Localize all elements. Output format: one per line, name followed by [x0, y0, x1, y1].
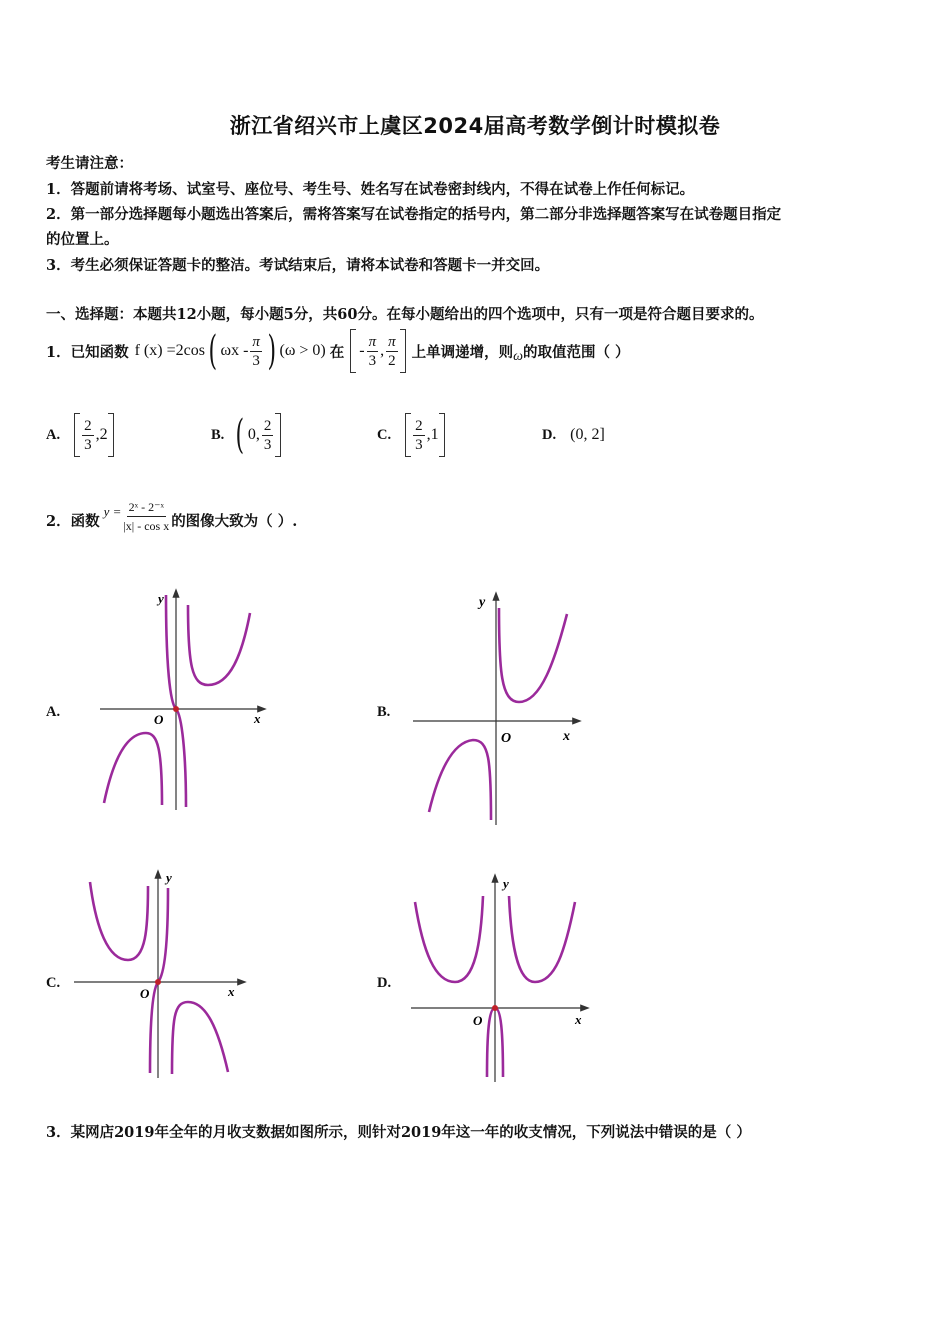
origin-dot	[155, 979, 161, 985]
question-3: 3．某网店2019年全年的月收支数据如图所示，则针对2019年这一年的收支情况，下列说法中错误的是（ ）	[46, 1124, 751, 1141]
section-heading: 一、选择题：本题共12小题，每小题5分，共60分。在每小题给出的四个选项中，只有一项是符合题目要求的。	[46, 306, 764, 323]
curve-left	[415, 896, 483, 982]
q2-y-eq: y =	[103, 504, 122, 519]
notice-item-2-cont: 的位置上。	[46, 231, 119, 248]
q1-inner: ωx -	[220, 342, 249, 359]
y-label: y	[479, 595, 486, 610]
q2-option-c-label[interactable]: C.	[46, 975, 61, 991]
q2-option-b-label[interactable]: B.	[377, 704, 391, 720]
q1-close-paren: )	[267, 328, 277, 374]
y-label: y	[166, 870, 172, 885]
q1-interval-open	[350, 329, 356, 373]
q1-interval-close	[400, 329, 406, 373]
curve-left	[104, 733, 162, 805]
graph-b[interactable]	[405, 590, 595, 830]
y-label: y	[503, 876, 509, 891]
q2-prefix: 2．函数	[46, 512, 100, 530]
curve-right	[188, 605, 250, 685]
notice-item-3: 3．考生必须保证答题卡的整洁。考试结束后，请将本试卷和答题卡一并交回。	[46, 257, 550, 274]
q1-condition: (ω > 0)	[279, 342, 326, 359]
q1-frac-pi-3: $\frac{\pi}{3}$	[252, 333, 260, 369]
origin-label: O	[501, 731, 512, 746]
curve-right	[499, 608, 567, 702]
x-label: x	[254, 711, 261, 726]
graph-d[interactable]	[405, 872, 595, 1087]
y-label: y	[158, 591, 164, 606]
q1-after: 上单调递增，则	[411, 343, 514, 361]
graph-a[interactable]	[90, 585, 280, 815]
q1-option-d[interactable]: D. (0, 2]	[542, 426, 605, 443]
q1-mid: 在	[329, 343, 345, 361]
q2-fraction: $\frac{\text{2ˣ - 2⁻ˣ}}{\text{|x| - cos x}}$	[123, 499, 170, 533]
question-2	[46, 498, 297, 542]
question-1: 1．已知函数 f (x) =2cos ( ωx - $\frac{\pi}{3}$ ) (ω > 0) 在 - $\frac{\pi}{3}$ , $\frac{\pi}{2}$ 上单调递增，则 ω 的取值范围（ ）	[46, 328, 630, 374]
origin-label: O	[473, 1013, 483, 1028]
origin-dot	[492, 1005, 498, 1011]
q1-func-lhs: f (x) =2cos	[134, 342, 205, 359]
q2-option-d-label[interactable]: D.	[377, 975, 392, 991]
notice-item-1: 1．答题前请将考场、试室号、座位号、考生号、姓名写在试卷密封线内，不得在试卷上作任何标记。	[46, 181, 695, 198]
notice-heading: 考生请注意：	[46, 155, 133, 172]
q1-omega: ω	[513, 349, 523, 364]
q2-option-a-label[interactable]: A.	[46, 704, 61, 720]
q1-prefix: 1．已知函数	[46, 343, 129, 361]
q1-frac-pi-2: $\frac{\pi}{2}$	[388, 333, 396, 369]
origin-label: O	[140, 986, 150, 1001]
x-label: x	[563, 729, 570, 744]
x-label: x	[228, 984, 235, 999]
q1-option-c[interactable]: C. $\frac{2}{3}$ ,1	[377, 410, 445, 460]
q1-option-b[interactable]: B. ( 0, $\frac{2}{3}$	[211, 410, 281, 460]
q2-tail: 的图像大致为（ ）.	[171, 512, 298, 530]
q1-option-a[interactable]: A. $\frac{2}{3}$ ,2	[46, 410, 114, 460]
curve-left	[429, 740, 491, 820]
graph-c[interactable]	[70, 868, 250, 1083]
notice-item-2: 2．第一部分选择题每小题选出答案后，需将答案写在试卷指定的括号内，第二部分非选择题答案写在试卷题目指定	[46, 206, 782, 223]
curve-right	[172, 1002, 228, 1074]
q1-frac-neg-pi-3: $\frac{\pi}{3}$	[368, 333, 377, 369]
x-label: x	[575, 1012, 582, 1027]
q1-open-paren: (	[208, 328, 218, 374]
q1-tail: 的取值范围（ ）	[523, 343, 630, 361]
origin-label: O	[154, 712, 164, 727]
page-title: 浙江省绍兴市上虞区2024届高考数学倒计时模拟卷	[229, 114, 721, 138]
origin-dot	[173, 706, 179, 712]
curve-left	[90, 882, 148, 960]
curve-right	[509, 896, 575, 982]
